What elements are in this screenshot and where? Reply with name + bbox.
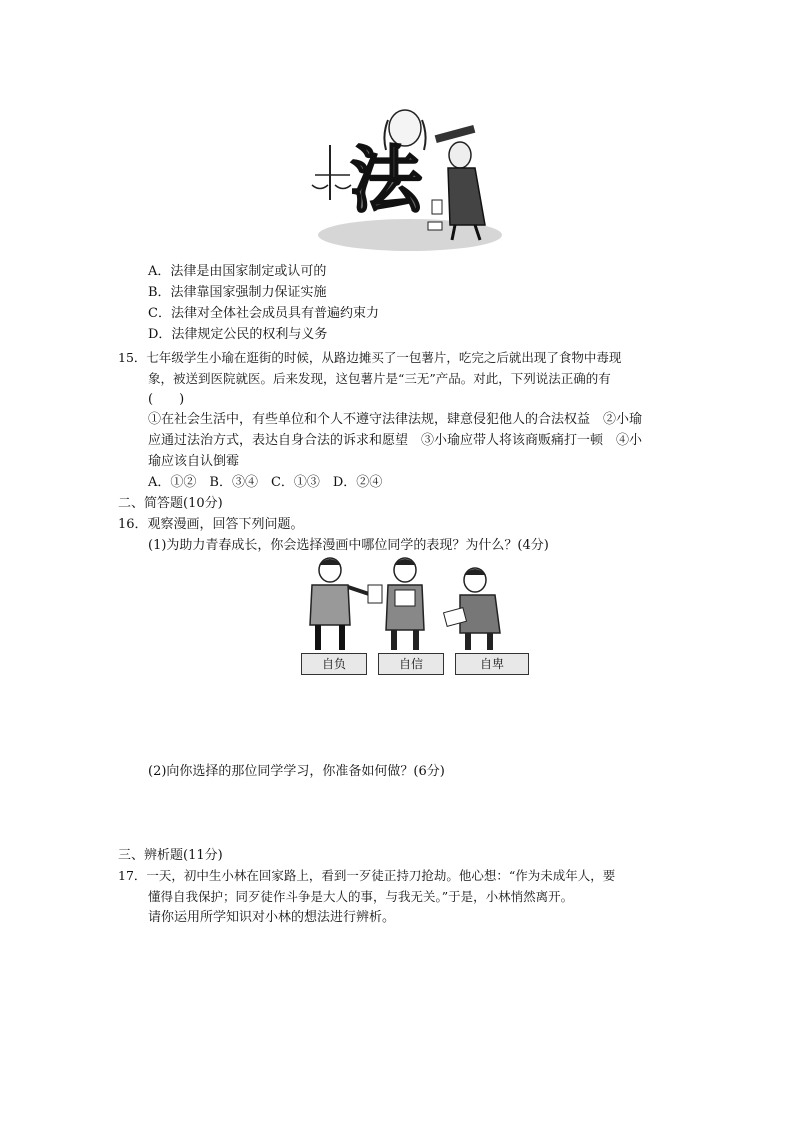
q14-option-d: D．法律规定公民的权利与义务 xyxy=(148,327,328,342)
q16-title: 16．观察漫画，回答下列问题。 xyxy=(118,517,304,532)
q15-answer-blank: ( ) xyxy=(148,392,185,407)
q14-option-c: C．法律对全体社会成员具有普遍约束力 xyxy=(148,306,379,321)
q17-line1: 17．一天，初中生小林在回家路上，看到一歹徒正持刀抢劫。他心想：“作为未成年人，要 xyxy=(118,868,616,883)
label-inferior: 自卑 xyxy=(455,653,529,675)
q14-option-a: A．法律是由国家制定或认可的 xyxy=(148,264,327,279)
q15-stem-line2: 象，被送到医院就医。后来发现，这包薯片是“三无”产品。对此，下列说法正确的有 xyxy=(148,371,611,386)
q15-statement-line2: 应通过法治方式，表达自身合法的诉求和愿望 ③小瑜应带人将该商贩痛打一顿 ④小 xyxy=(148,433,643,448)
section3-heading: 三、辨析题(11分) xyxy=(118,848,223,863)
label-confident: 自信 xyxy=(378,653,444,675)
q17-line3: 请你运用所学知识对小林的想法进行辨析。 xyxy=(148,910,396,925)
q15-options: A．①② B．③④ C．①③ D．②④ xyxy=(148,475,383,490)
q15-stem-line1: 15．七年级学生小瑜在逛街的时候，从路边摊买了一包薯片，吃完之后就出现了食物中毒现 xyxy=(118,350,622,365)
q16-part2: (2)向你选择的那位同学学习，你准备如何做？(6分) xyxy=(148,764,445,779)
law-character: 法 xyxy=(350,138,423,222)
q17-line2: 懂得自我保护；同歹徒作斗争是大人的事，与我无关。”于是，小林悄然离开。 xyxy=(148,889,574,904)
q16-part1: (1)为助力青春成长，你会选择漫画中哪位同学的表现？为什么？(4分) xyxy=(148,538,549,553)
section2-heading: 二、简答题(10分) xyxy=(118,496,223,511)
law-cartoon-illustration xyxy=(310,100,502,255)
label-arrogant: 自负 xyxy=(301,653,367,675)
q14-option-b: B．法律靠国家强制力保证实施 xyxy=(148,285,327,300)
q15-statement-line1: ①在社会生活中，有些单位和个人不遵守法律法规，肆意侵犯他人的合法权益 ②小瑜 xyxy=(148,412,643,427)
q15-statement-line3: 瑜应该自认倒霉 xyxy=(148,454,240,469)
